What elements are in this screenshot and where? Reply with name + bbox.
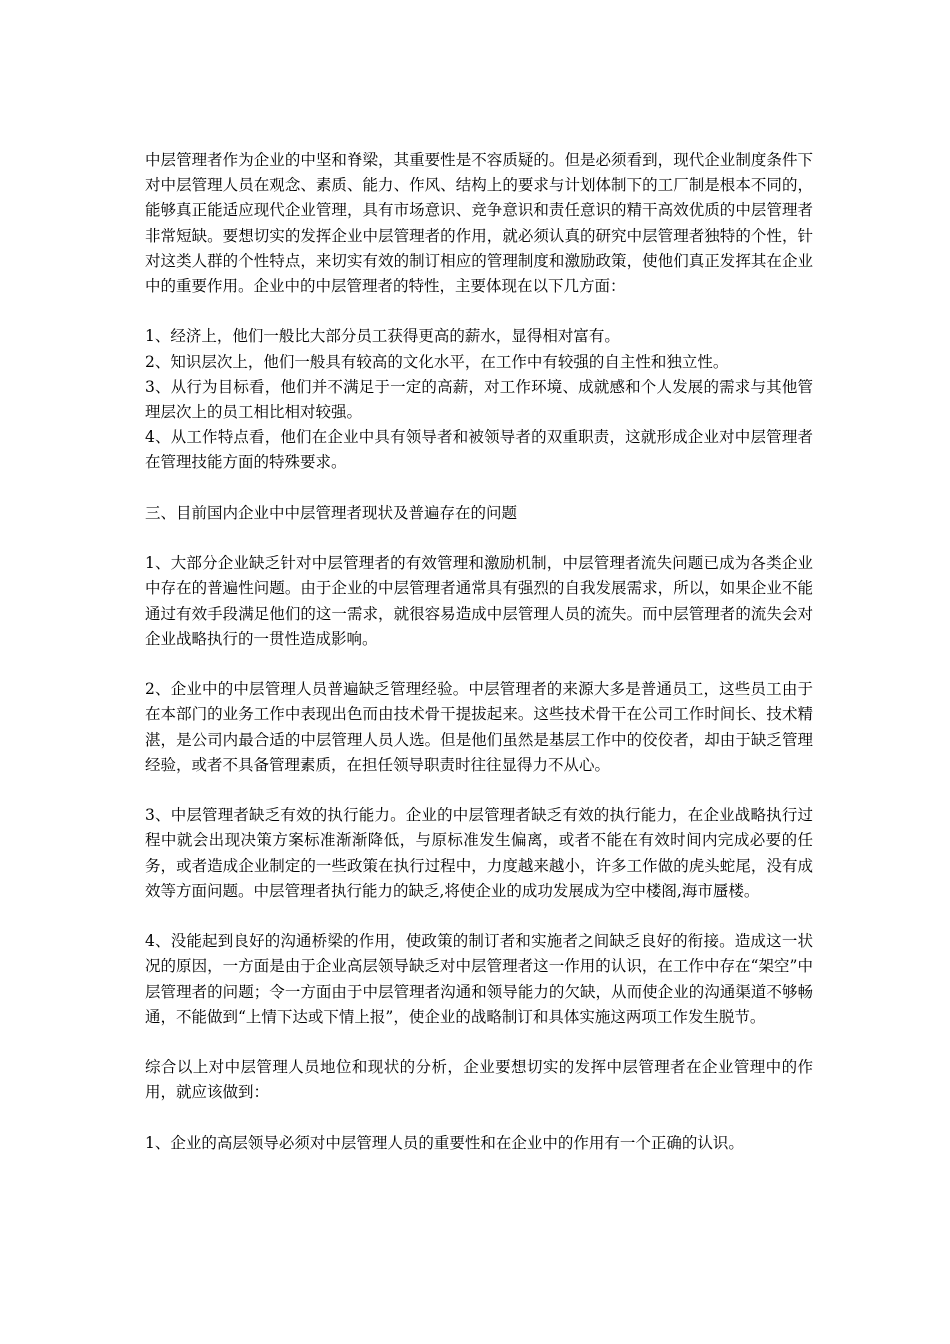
document-page xyxy=(145,148,813,1181)
intro-paragraph: 中层管理者作为企业的中坚和脊梁，其重要性是不容质疑的。但是必须看到，现代企业制度条件下对中层管理人员在观念、素质、能力、作风、结构上的要求与计划体制下的工厂制是根本不同的，能够真正能适应现代企业管理，具有市场意识、竞争意识和责任意识的精干高效优质的中层管理者非常短缺。要想切实的发挥企业中层管理者的作用，就必须认真的研究中层管理者独特的个性，针对这类人群的个性特点，来切实有效的制订相应的管理制度和激励政策，使他们真正发挥其在企业中的重要作用。企业中的中层管理者的特性，主要体现在以下几方面： xyxy=(145,151,813,296)
problem-paragraph-1: 1、大部分企业缺乏针对中层管理者的有效管理和激励机制，中层管理者流失问题已成为各类企业中存在的普遍性问题。由于企业的中层管理者通常具有强烈的自我发展需求，所以，如果企业不能通过有效手段满足他们的这一需求，就很容易造成中层管理人员的流失。而中层管理者的流失会对企业战略执行的一贯性造成影响。 xyxy=(145,554,813,648)
trait-item-2: 2、知识层次上，他们一般具有较高的文化水平，在工作中有较强的自主性和独立性。 xyxy=(145,352,729,371)
problem-paragraph-2: 2、企业中的中层管理人员普遍缺乏管理经验。中层管理者的来源大多是普通员工，这些员工由于在本部门的业务工作中表现出色而由技术骨干提拔起来。这些技术骨干在公司工作时间长、技术精湛，是公司内最合适的中层管理人员人选。但是他们虽然是基层工作中的佼佼者，却由于缺乏管理经验，或者不具备管理素质，在担任领导职责时往往显得力不从心。 xyxy=(145,680,813,774)
problem-paragraph-4: 4、没能起到良好的沟通桥梁的作用，使政策的制订者和实施者之间缺乏良好的衔接。造成这一状况的原因，一方面是由于企业高层领导缺乏对中层管理者这一作用的认识，在工作中存在“架空”中层管理者的问题；令一方面由于中层管理者沟通和领导能力的欠缺，从而使企业的沟通渠道不够畅通，不能做到“上情下达或下情上报”，使企业的战略制订和具体实施这两项工作发生脱节。 xyxy=(145,932,813,1026)
trait-item-3: 3、从行为目标看，他们并不满足于一定的高薪，对工作环境、成就感和个人发展的需求与其他管理层次上的员工相比相对较强。 xyxy=(145,377,813,422)
trait-item-4: 4、从工作特点看，他们在企业中具有领导者和被领导者的双重职责，这就形成企业对中层管理者在管理技能方面的特殊要求。 xyxy=(145,428,813,472)
problem-paragraph-3: 3、中层管理者缺乏有效的执行能力。企业的中层管理者缺乏有效的执行能力，在企业战略执行过程中就会出现决策方案标准渐渐降低，与原标准发生偏离，或者不能在有效时间内完成必要的任务，或者造成企业制定的一些政策在执行过程中，力度越来越小，许多工作做的虎头蛇尾，没有成效等方面问题。中层管理者执行能力的缺乏,将使企业的成功发展成为空中楼阁,海市蜃楼。 xyxy=(145,806,813,900)
summary-paragraph: 综合以上对中层管理人员地位和现状的分析，企业要想切实的发挥中层管理者在企业管理中的作用，就应该做到： xyxy=(145,1058,813,1102)
action-item-1: 1、企业的高层领导必须对中层管理人员的重要性和在企业中的作用有一个正确的认识。 xyxy=(145,1133,744,1152)
trait-item-1: 1、经济上，他们一般比大部分员工获得更高的薪水，显得相对富有。 xyxy=(145,327,620,346)
section-heading: 三、目前国内企业中中层管理者现状及普遍存在的问题 xyxy=(145,503,518,522)
traits-list xyxy=(145,324,813,475)
